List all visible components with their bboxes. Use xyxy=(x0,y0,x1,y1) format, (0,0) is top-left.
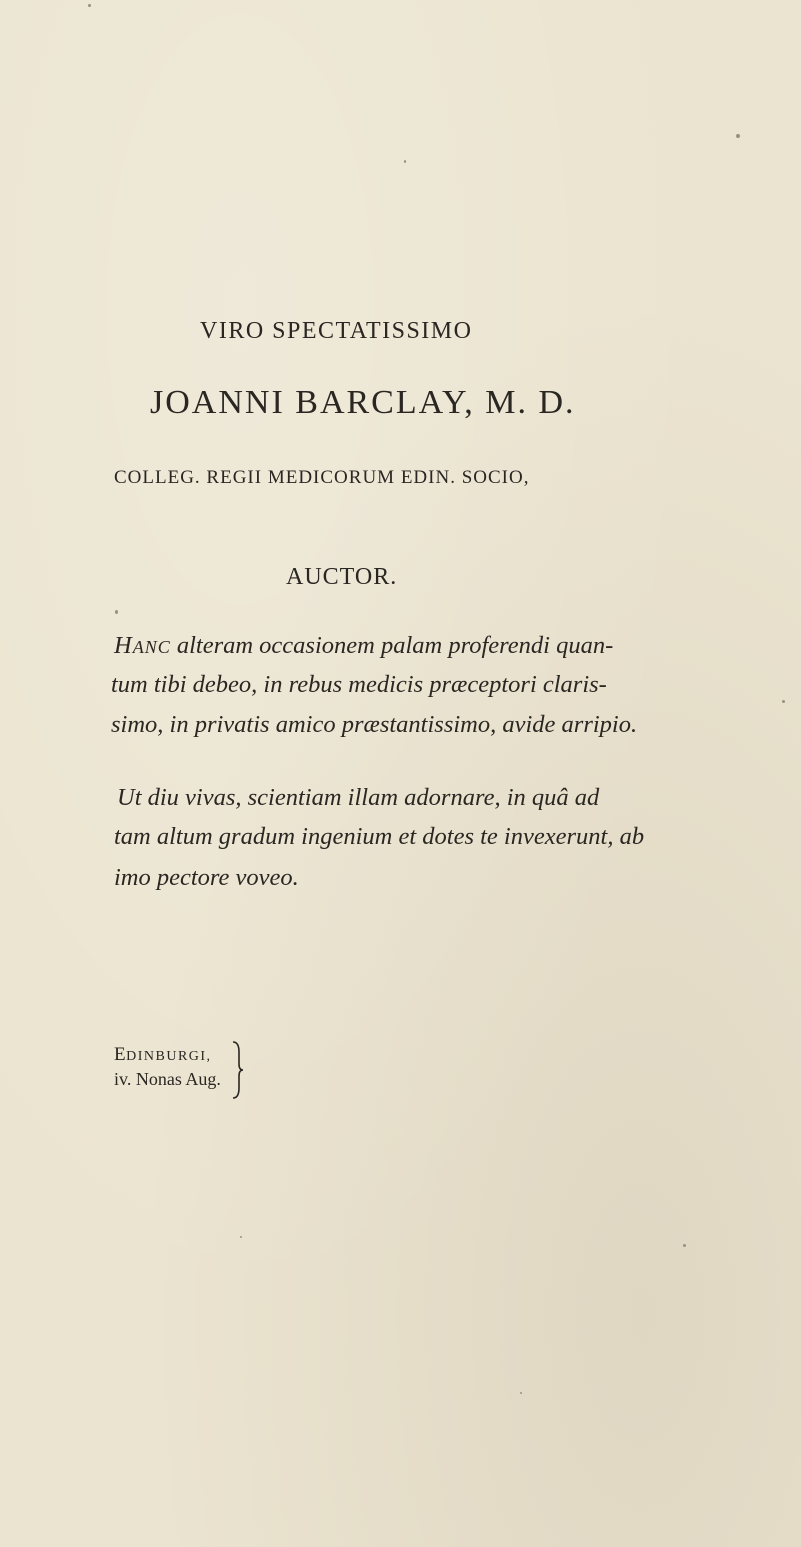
drop-capital-initial: H xyxy=(114,632,133,659)
author-signature: AUCTOR. xyxy=(286,564,398,590)
paragraph-2-line-3: imo pectore voveo. xyxy=(114,864,299,891)
paper-speck xyxy=(683,1244,686,1247)
dedicatee-name: JOANNI BARCLAY, M. D. xyxy=(150,384,576,421)
paragraph-1-line-1 xyxy=(114,632,613,660)
closing-date: iv. Nonas Aug. xyxy=(114,1069,221,1089)
paper-speck xyxy=(736,134,740,138)
paragraph-1-line-2: tum tibi debeo, in rebus medicis præceptori claris- xyxy=(111,671,607,698)
dedication-addressee: VIRO SPECTATISSIMO xyxy=(200,318,473,344)
dedicatee-affiliation: COLLEG. REGII MEDICORUM EDIN. SOCIO, xyxy=(114,467,530,488)
paragraph-2-line-1: Ut diu vivas, scientiam illam adornare, in quâ ad xyxy=(117,784,600,811)
paragraph-2-line-2: tam altum gradum ingenium et dotes te invexerunt, ab xyxy=(114,823,645,850)
paper-speck xyxy=(115,610,118,614)
paper-speck xyxy=(520,1392,522,1394)
paper-speck xyxy=(404,160,406,163)
closing-place-initial: E xyxy=(114,1044,127,1065)
closing-place-rest: DINBURGI, xyxy=(126,1049,212,1064)
paper-speck xyxy=(88,4,91,7)
closing-place xyxy=(114,1044,212,1066)
paragraph-1-line-3: simo, in privatis amico præstantissimo, avide arripio. xyxy=(111,711,638,738)
paragraph-1-line-1-text: alteram occasionem palam proferendi quan- xyxy=(170,632,614,659)
paper-speck xyxy=(782,700,785,703)
drop-capital xyxy=(114,632,171,659)
paper-speck xyxy=(240,1236,242,1238)
closing-brace xyxy=(230,1040,244,1100)
drop-capital-rest: ANC xyxy=(132,637,171,657)
